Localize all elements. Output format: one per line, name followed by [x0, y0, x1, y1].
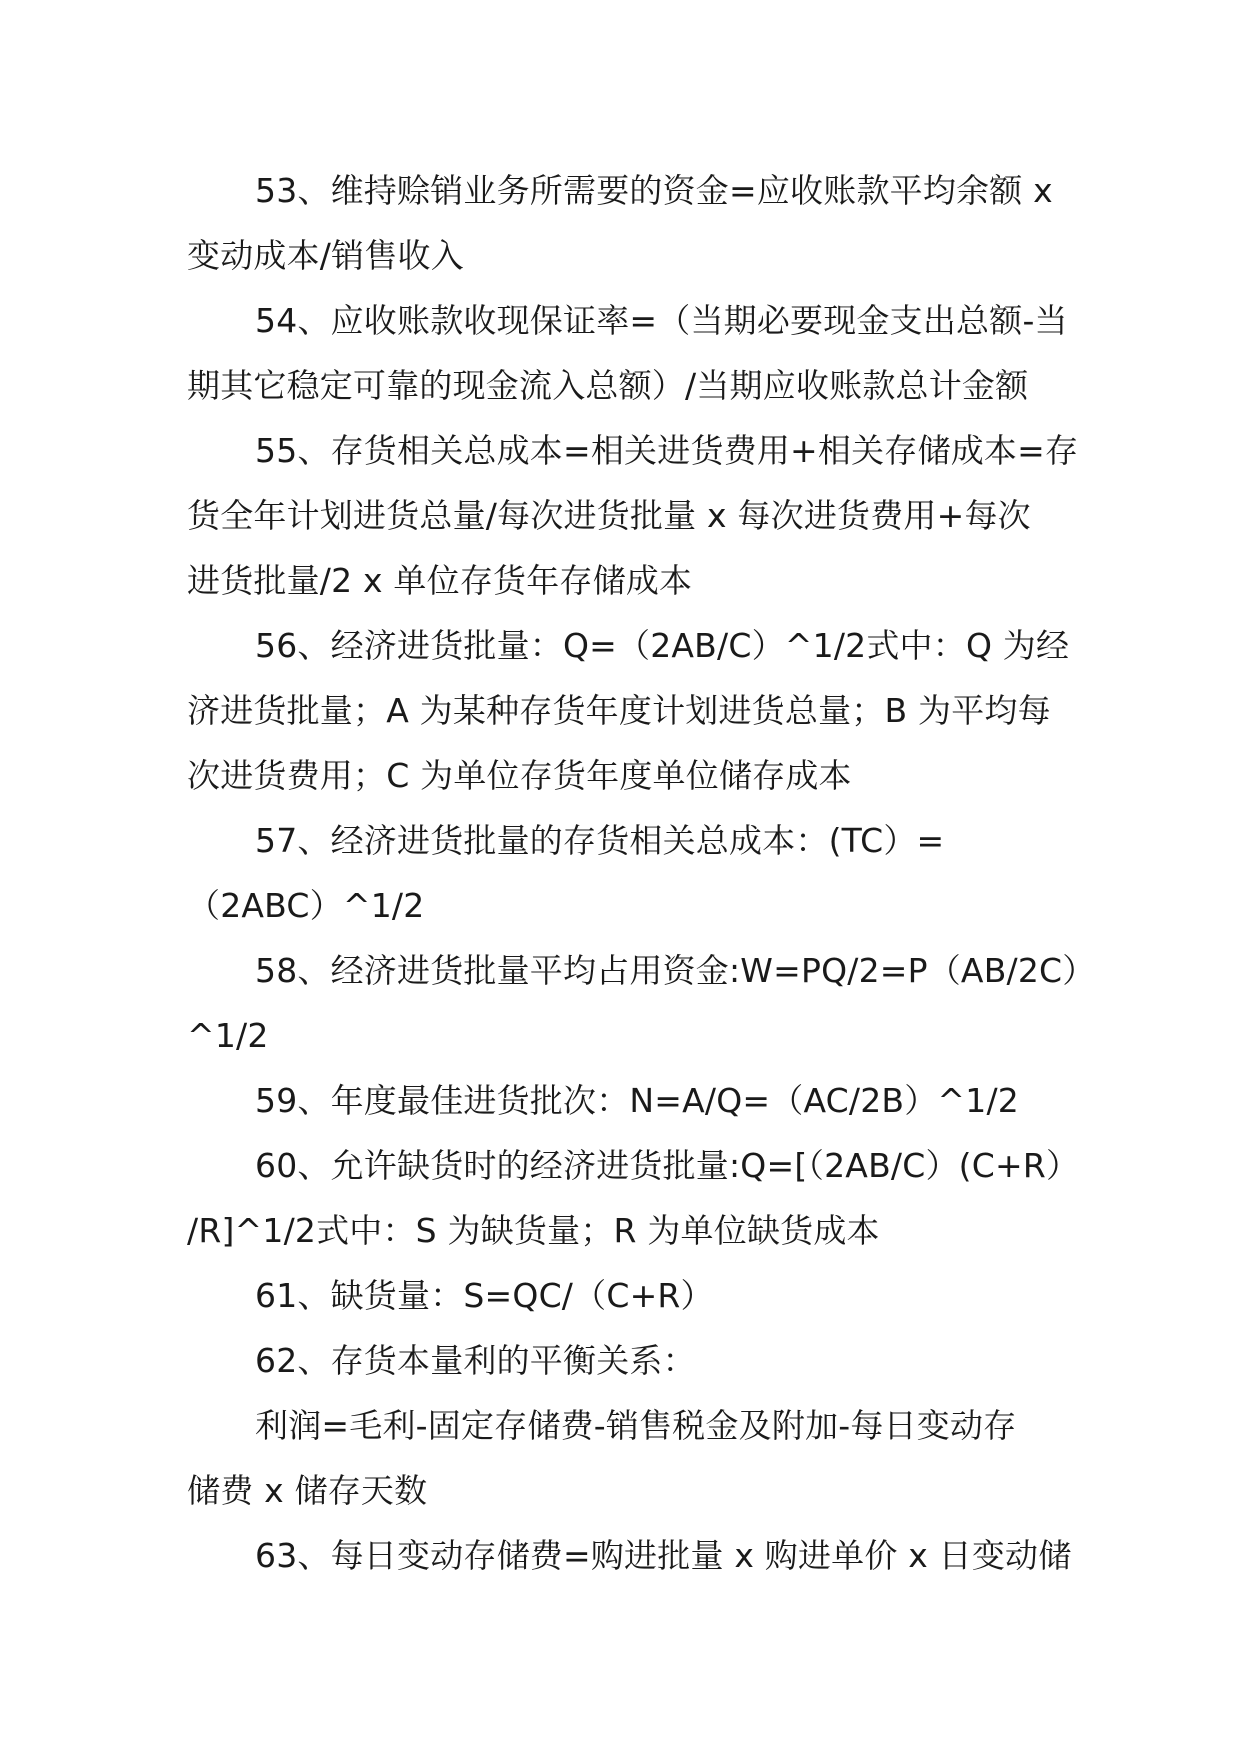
text-line: 53、维持赊销业务所需要的资金=应收账款平均余额 x — [255, 171, 1053, 210]
text-line: 58、经济进货批量平均占用资金:W=PQ/2=P（AB/2C） — [255, 951, 1096, 990]
text-line: 62、存货本量利的平衡关系： — [255, 1341, 696, 1380]
text-line: 变动成本/销售收入 — [187, 236, 464, 275]
paragraph-61 — [187, 1263, 1077, 1328]
document-body — [187, 158, 1096, 1588]
text-line: 57、经济进货批量的存货相关总成本：(TC）= — [255, 821, 945, 860]
text-line: 利润=毛利-固定存储费-销售税金及附加-每日变动存 — [255, 1406, 1017, 1445]
text-line: 56、经济进货批量：Q=（2AB/C）^1/2式中：Q 为经 — [255, 626, 1070, 665]
paragraph-62-formula — [187, 1393, 1077, 1523]
text-line: 63、每日变动存储费=购进批量 x 购进单价 x 日变动储 — [255, 1536, 1072, 1575]
text-line: 储费 x 储存天数 — [187, 1471, 428, 1510]
text-line: 55、存货相关总成本=相关进货费用+相关存储成本=存 — [255, 431, 1079, 470]
text-line: 济进货批量；A 为某种存货年度计划进货总量；B 为平均每 — [187, 691, 1051, 730]
text-line: 进货批量/2 x 单位存货年存储成本 — [187, 561, 693, 600]
text-line: 次进货费用；C 为单位存货年度单位储存成本 — [187, 756, 852, 795]
paragraph-56 — [187, 613, 1077, 808]
paragraph-57 — [187, 808, 1077, 938]
paragraph-63 — [187, 1523, 1077, 1588]
text-line: /R]^1/2式中：S 为缺货量；R 为单位缺货成本 — [187, 1211, 880, 1250]
text-line: 货全年计划进货总量/每次进货批量 x 每次进货费用+每次 — [187, 496, 1031, 535]
text-line: 60、允许缺货时的经济进货批量:Q=[（2AB/C）(C+R） — [255, 1146, 1080, 1185]
text-line: 59、年度最佳进货批次：N=A/Q=（AC/2B）^1/2 — [255, 1081, 1019, 1120]
text-line: 期其它稳定可靠的现金流入总额）/当期应收账款总计金额 — [187, 366, 1029, 405]
text-line: 54、应收账款收现保证率=（当期必要现金支出总额-当 — [255, 301, 1068, 340]
paragraph-53 — [187, 158, 1077, 288]
paragraph-62 — [187, 1328, 1077, 1393]
paragraph-58 — [187, 938, 1096, 1068]
text-line: 61、缺货量：S=QC/（C+R） — [255, 1276, 714, 1315]
paragraph-60 — [187, 1133, 1080, 1263]
paragraph-55 — [187, 418, 1077, 613]
paragraph-54 — [187, 288, 1077, 418]
paragraph-59 — [187, 1068, 1077, 1133]
text-line: ^1/2 — [187, 1016, 269, 1055]
text-line: （2ABC）^1/2 — [187, 886, 425, 925]
